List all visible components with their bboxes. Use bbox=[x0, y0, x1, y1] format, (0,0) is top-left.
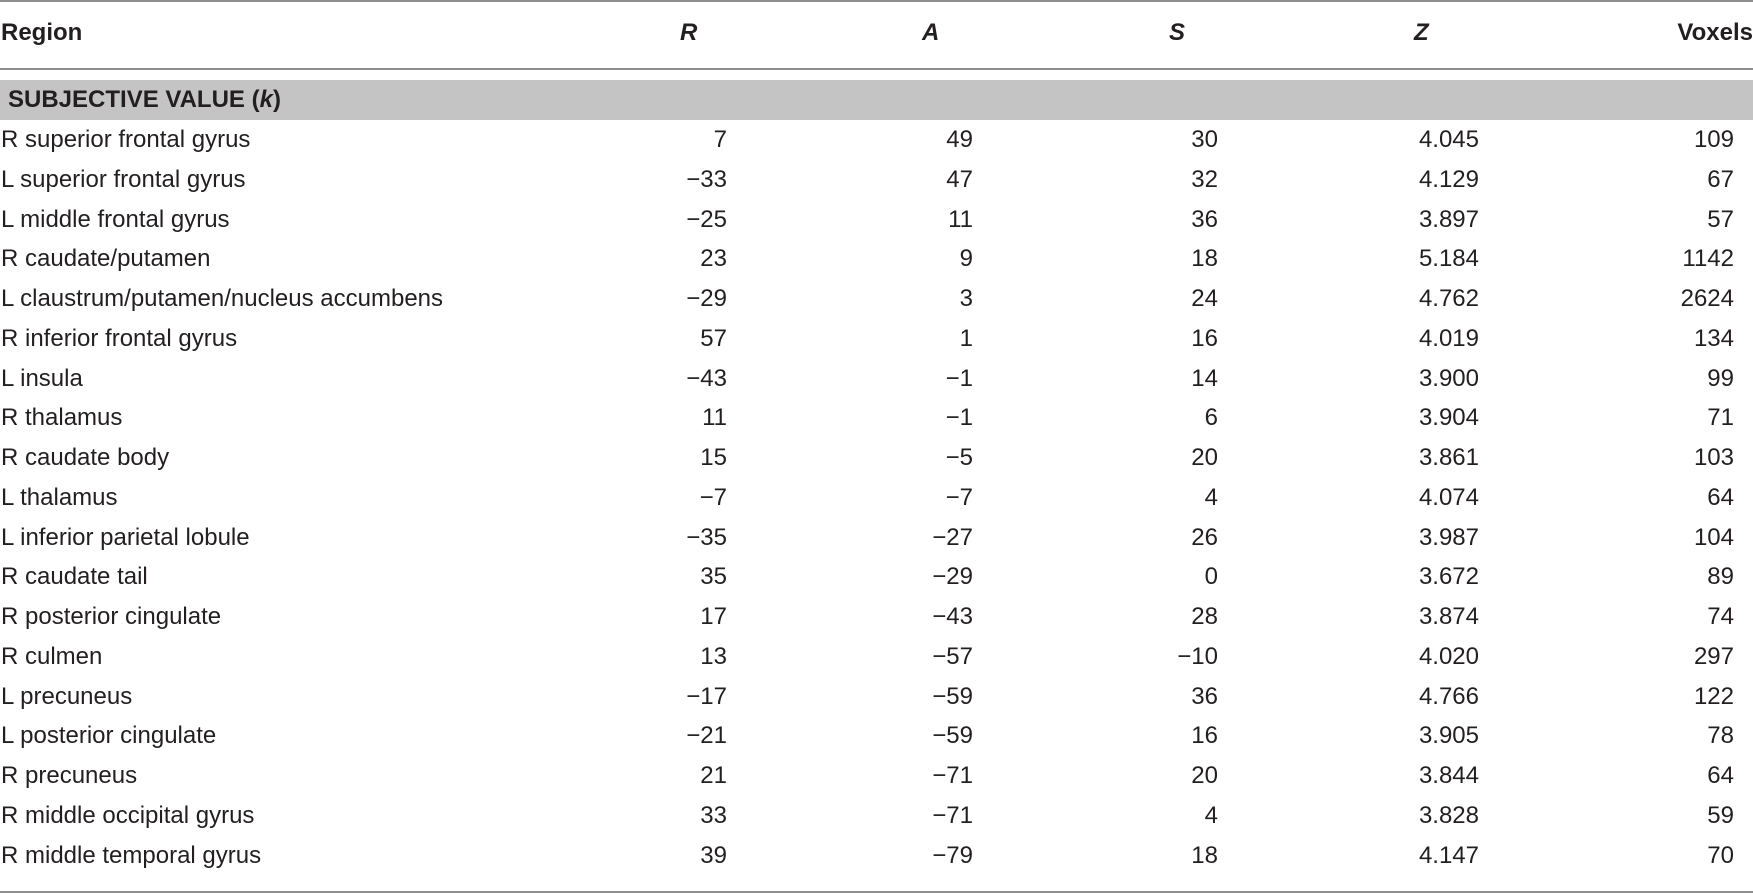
cell-s: 32 bbox=[1191, 165, 1218, 193]
cell-voxels: 78 bbox=[1707, 722, 1734, 750]
cell-s: 30 bbox=[1191, 126, 1218, 153]
cell-z: 4.129 bbox=[1418, 165, 1479, 193]
cell-region: R culmen bbox=[1, 642, 103, 670]
cell-a: −29 bbox=[932, 563, 973, 591]
table-row bbox=[0, 439, 1753, 479]
cell-voxels: 122 bbox=[1693, 682, 1734, 710]
cell-s: 24 bbox=[1191, 285, 1218, 312]
cell-a: −43 bbox=[932, 603, 973, 630]
cell-region: L claustrum/putamen/nucleus accumbens bbox=[1, 285, 444, 312]
cell-s: 20 bbox=[1191, 444, 1218, 471]
cell-voxels: 70 bbox=[1707, 841, 1734, 869]
cell-a: −71 bbox=[932, 762, 973, 789]
cell-r: 13 bbox=[700, 642, 727, 670]
cell-a: −27 bbox=[932, 523, 973, 551]
cell-s: 36 bbox=[1191, 205, 1218, 233]
table-row bbox=[0, 320, 1753, 360]
cell-voxels: 71 bbox=[1707, 404, 1734, 432]
column-header-s: S bbox=[1169, 19, 1186, 46]
cell-z: 3.900 bbox=[1418, 364, 1479, 392]
cell-region: L insula bbox=[1, 364, 83, 392]
cell-r: 39 bbox=[700, 841, 727, 869]
cell-s: 16 bbox=[1191, 722, 1218, 750]
cell-s: 14 bbox=[1191, 364, 1218, 392]
column-header-voxels: Voxels bbox=[1677, 19, 1753, 46]
cell-r: 21 bbox=[700, 762, 727, 789]
section-label-close: ) bbox=[272, 86, 281, 113]
cell-voxels: 89 bbox=[1707, 563, 1734, 591]
table-row bbox=[0, 280, 1753, 320]
cell-s: 36 bbox=[1191, 682, 1218, 710]
table-row bbox=[0, 678, 1753, 718]
table-row bbox=[0, 519, 1753, 559]
table-row bbox=[0, 837, 1753, 877]
cell-region: R caudate/putamen bbox=[1, 245, 211, 273]
cell-region: R inferior frontal gyrus bbox=[1, 324, 238, 352]
cell-voxels: 104 bbox=[1693, 523, 1734, 551]
cell-region: L inferior parietal lobule bbox=[1, 523, 250, 551]
cell-region: R middle temporal gyrus bbox=[1, 841, 262, 869]
column-header-a: A bbox=[922, 19, 940, 46]
cell-z: 5.184 bbox=[1418, 245, 1479, 273]
cell-a: −59 bbox=[932, 682, 973, 710]
table-row bbox=[0, 717, 1753, 757]
table-header-row bbox=[0, 0, 1753, 68]
cell-s: −10 bbox=[1177, 642, 1218, 670]
cell-region: L thalamus bbox=[1, 483, 118, 511]
cell-a: −57 bbox=[932, 642, 973, 670]
cell-voxels: 74 bbox=[1707, 603, 1734, 630]
cell-s: 26 bbox=[1191, 523, 1218, 551]
cell-region: L posterior cingulate bbox=[1, 722, 217, 750]
table-row bbox=[0, 399, 1753, 439]
table-row bbox=[0, 757, 1753, 797]
cell-z: 3.861 bbox=[1418, 444, 1479, 471]
cell-z: 3.987 bbox=[1418, 523, 1479, 551]
column-header-z: Z bbox=[1414, 19, 1429, 46]
section-label-text: SUBJECTIVE VALUE ( bbox=[8, 86, 260, 113]
cell-voxels: 57 bbox=[1707, 205, 1734, 233]
table-row bbox=[0, 201, 1753, 241]
table-row bbox=[0, 598, 1753, 638]
cell-a: −79 bbox=[932, 841, 973, 869]
cell-region: R caudate body bbox=[1, 444, 170, 471]
cell-s: 20 bbox=[1191, 762, 1218, 789]
cell-region: R precuneus bbox=[1, 762, 138, 789]
cell-z: 3.897 bbox=[1418, 205, 1479, 233]
cell-s: 6 bbox=[1204, 404, 1218, 432]
cell-voxels: 99 bbox=[1707, 364, 1734, 392]
cell-s: 18 bbox=[1191, 245, 1218, 273]
cell-z: 4.020 bbox=[1418, 642, 1479, 670]
cell-r: 33 bbox=[700, 801, 727, 829]
column-header-r: R bbox=[680, 19, 698, 46]
cell-voxels: 1142 bbox=[1682, 245, 1734, 273]
table-row bbox=[0, 558, 1753, 598]
cell-r: 15 bbox=[700, 444, 727, 471]
cell-z: 3.672 bbox=[1418, 563, 1479, 591]
table-row bbox=[0, 638, 1753, 678]
cell-region: R thalamus bbox=[1, 404, 123, 432]
table-header-rule bbox=[0, 68, 1753, 70]
cell-r: −35 bbox=[686, 523, 727, 551]
cell-z: 4.147 bbox=[1418, 841, 1479, 869]
cell-r: −25 bbox=[686, 205, 727, 233]
cell-a: 47 bbox=[946, 165, 973, 193]
cell-z: 4.766 bbox=[1418, 682, 1479, 710]
section-label-italic: k bbox=[259, 86, 273, 113]
cell-z: 3.874 bbox=[1418, 603, 1479, 630]
cell-region: L precuneus bbox=[1, 682, 133, 710]
cell-s: 28 bbox=[1191, 603, 1218, 630]
cell-s: 18 bbox=[1191, 841, 1218, 869]
cell-voxels: 2624 bbox=[1680, 285, 1734, 312]
cell-r: −17 bbox=[686, 682, 727, 710]
cell-r: 35 bbox=[700, 563, 727, 591]
cell-a: 9 bbox=[959, 245, 973, 273]
cell-voxels: 297 bbox=[1693, 642, 1734, 670]
cell-region: R caudate tail bbox=[1, 563, 148, 591]
cell-r: 11 bbox=[702, 404, 727, 432]
cell-a: −7 bbox=[945, 483, 973, 511]
cell-a: −59 bbox=[932, 722, 973, 750]
table-row bbox=[0, 161, 1753, 201]
cell-a: 49 bbox=[946, 126, 973, 153]
table-body bbox=[0, 121, 1753, 876]
table-row bbox=[0, 121, 1753, 161]
cell-z: 3.828 bbox=[1418, 801, 1479, 829]
cell-r: −43 bbox=[686, 364, 727, 392]
cell-r: 57 bbox=[700, 324, 727, 352]
table-bottom-rule bbox=[0, 891, 1753, 893]
cell-z: 4.019 bbox=[1418, 324, 1479, 352]
cell-r: −21 bbox=[686, 722, 727, 750]
table-row bbox=[0, 479, 1753, 519]
cell-z: 4.074 bbox=[1418, 483, 1479, 511]
cell-voxels: 134 bbox=[1693, 324, 1734, 352]
cell-region: L superior frontal gyrus bbox=[1, 165, 246, 193]
table-row bbox=[0, 360, 1753, 400]
section-header-subjective-value bbox=[0, 80, 1753, 120]
cell-a: −71 bbox=[932, 801, 973, 829]
cell-a: −1 bbox=[945, 404, 973, 432]
cell-region: R superior frontal gyrus bbox=[1, 126, 251, 153]
cell-a: 11 bbox=[948, 205, 973, 233]
cell-voxels: 109 bbox=[1693, 126, 1734, 153]
cell-r: −7 bbox=[699, 483, 727, 511]
cell-s: 4 bbox=[1204, 483, 1218, 511]
cell-voxels: 103 bbox=[1693, 444, 1734, 471]
cell-a: −1 bbox=[945, 364, 973, 392]
table-row bbox=[0, 797, 1753, 837]
cell-r: −33 bbox=[686, 165, 727, 193]
cell-voxels: 59 bbox=[1707, 801, 1734, 829]
column-header-region: Region bbox=[1, 19, 83, 46]
cell-r: 7 bbox=[713, 126, 727, 153]
cell-a: −5 bbox=[945, 444, 973, 471]
cell-a: 3 bbox=[959, 285, 973, 312]
table-row bbox=[0, 240, 1753, 280]
cell-z: 3.904 bbox=[1418, 404, 1479, 432]
cell-voxels: 67 bbox=[1707, 165, 1734, 193]
section-label bbox=[8, 86, 281, 114]
cell-s: 4 bbox=[1204, 801, 1218, 829]
cell-a: 1 bbox=[959, 324, 973, 352]
cell-r: 23 bbox=[700, 245, 727, 273]
cell-z: 3.905 bbox=[1418, 722, 1479, 750]
cell-voxels: 64 bbox=[1707, 483, 1734, 511]
cell-region: L middle frontal gyrus bbox=[1, 205, 230, 233]
cell-r: 17 bbox=[700, 603, 727, 630]
cell-s: 0 bbox=[1204, 563, 1218, 591]
cell-z: 3.844 bbox=[1418, 762, 1479, 789]
cell-r: −29 bbox=[686, 285, 727, 312]
cell-s: 16 bbox=[1191, 324, 1218, 352]
cell-z: 4.045 bbox=[1418, 126, 1479, 153]
cell-region: R posterior cingulate bbox=[1, 603, 222, 630]
cell-z: 4.762 bbox=[1418, 285, 1479, 312]
cell-voxels: 64 bbox=[1707, 762, 1734, 789]
cell-region: R middle occipital gyrus bbox=[1, 801, 255, 829]
